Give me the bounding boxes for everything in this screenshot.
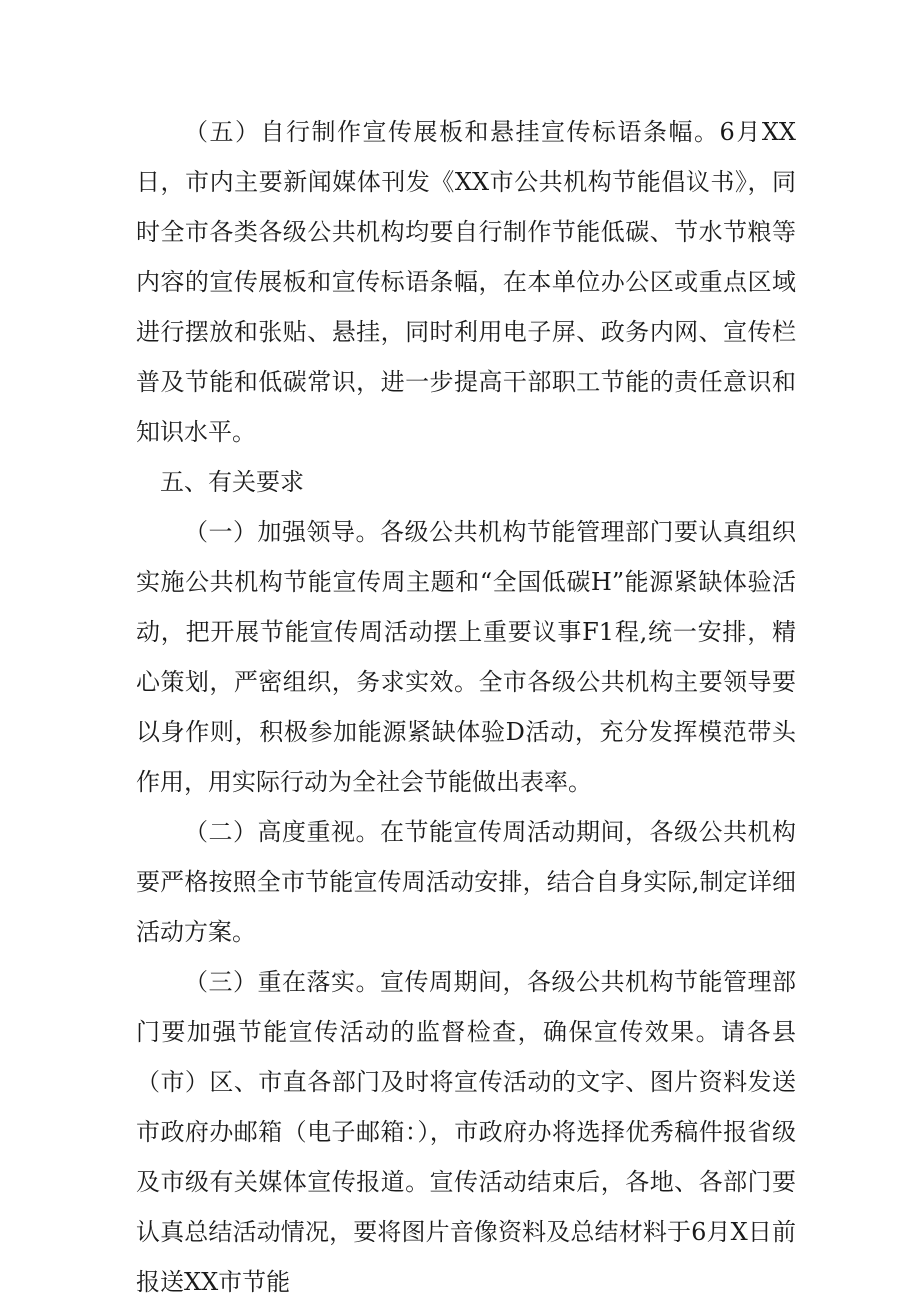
document-body	[136, 107, 796, 1307]
paragraph-publicity-boards: （五）自行制作宣传展板和悬挂宣传标语条幅。6月XX日，市内主要新闻媒体刊发《XX市公共机构节能倡议书》，同时全市各类各级公共机构均要自行制作节能低碳、节水节粮等内容的宣传展板和宣传标语条幅，在本单位办公区或重点区域进行摆放和张贴、悬挂，同时利用电子屏、政务内网、宣传栏普及节能和低碳常识，进一步提高干部职工节能的责任意识和知识水平。	[136, 118, 796, 446]
section-heading-requirements: 五、有关要求	[160, 468, 304, 496]
paragraph-high-attention: （二）高度重视。在节能宣传周活动期间，各级公共机构要严格按照全市节能宣传周活动安排，结合自身实际,制定详细活动方案。	[136, 818, 796, 946]
paragraph-implementation: （三）重在落实。宣传周期间，各级公共机构节能管理部门要加强节能宣传活动的监督检查，确保宣传效果。请各县（市）区、市直各部门及时将宣传活动的文字、图片资料发送市政府办邮箱（电子邮箱：），市政府办将选择优秀稿件报省级及市级有关媒体宣传报道。宣传活动结束后，各地、各部门要认真总结活动情况，要将图片音像资料及总结材料于6月X日前报送XX市节能	[136, 968, 796, 1296]
paragraph-strengthen-leadership: （一）加强领导。各级公共机构节能管理部门要认真组织实施公共机构节能宣传周主题和“全国低碳H”能源紧缺体验活动，把开展节能宣传周活动摆上重要议事F1程,统一安排，精心策划，严密组织，务求实效。全市各级公共机构主要领导要以身作则，积极参加能源紧缺体验D活动，充分发挥模范带头作用，用实际行动为全社会节能做出表率。	[136, 518, 796, 796]
